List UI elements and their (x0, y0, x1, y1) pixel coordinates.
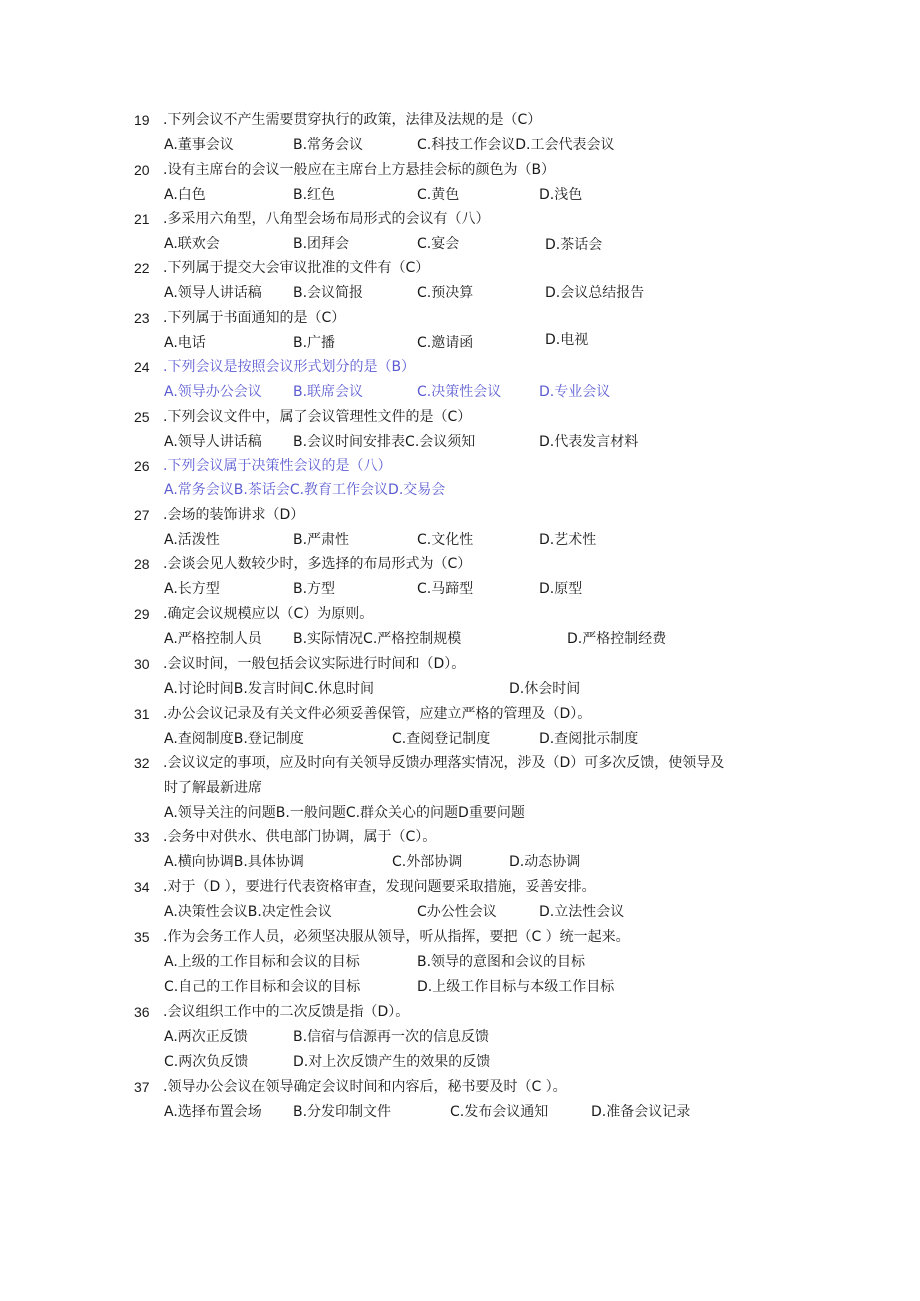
option-b: B.严肃性 (293, 532, 350, 548)
option-a: A.选择布置会场 (164, 1104, 262, 1120)
question-number: 22 (134, 260, 150, 276)
question-line (0, 108, 920, 132)
question-number: 32 (134, 755, 150, 771)
question-text: .会务中对供水、供电部门协调，属于（C）。 (163, 829, 437, 845)
option-c: C.科技工作会议D.工会代表会议 (417, 137, 615, 153)
question-line (0, 1075, 920, 1099)
option-b: B.红色 (293, 187, 336, 203)
question-number: 33 (134, 829, 150, 845)
question-number: 20 (134, 162, 150, 178)
option-c: C.外部协调 (392, 854, 463, 870)
question-number: 24 (134, 359, 150, 375)
option-d: D.对上次反馈产生的效果的反馈 (293, 1054, 491, 1070)
option-d: D.电视 (545, 332, 589, 348)
question-text: .确定会议规模应以（C）为原则。 (163, 606, 374, 622)
question-text: .下列会议文件中，属了会议管理性文件的是（C） (163, 409, 472, 425)
option-c: C.黄色 (417, 187, 460, 203)
question-number: 31 (134, 706, 150, 722)
question-number: 29 (134, 606, 150, 622)
question-line (0, 454, 920, 478)
option-a: A.长方型 (164, 581, 220, 597)
question-line (0, 158, 920, 182)
option-c: C.马蹄型 (417, 581, 474, 597)
question-line (0, 306, 920, 330)
option-b: B.常务会议 (293, 137, 364, 153)
question-line (0, 405, 920, 429)
question-line (0, 503, 920, 527)
option-d: D.严格控制经费 (567, 631, 667, 647)
question-text: .下列会议不产生需要贯穿执行的政策，法律及法规的是（C） (163, 112, 542, 128)
option-d: D.代表发言材料 (539, 434, 639, 450)
question-line (0, 702, 920, 726)
question-text: .多采用六角型，八角型会场布局形式的会议有（八） (163, 211, 490, 227)
question-text: .下列会议属于决策性会议的是（八） (163, 458, 392, 474)
option-a: A.讨论时间B.发言时间C.休息时间 (164, 681, 375, 697)
question-number: 21 (134, 211, 150, 227)
option-b: B.分发印制文件 (293, 1104, 392, 1120)
option-d: D.艺术性 (539, 532, 597, 548)
question-number: 19 (134, 112, 150, 128)
option-b: B.广播 (293, 335, 336, 351)
question-text: .下列属于提交大会审议批准的文件有（C） (163, 260, 430, 276)
option-b: B.会议简报 (293, 285, 364, 301)
option-c: C.邀请函 (417, 335, 474, 351)
question-text: .会议组织工作中的二次反馈是指（D）。 (163, 1004, 410, 1020)
question-text-continuation: 时了解最新进席 (164, 780, 262, 796)
question-line (0, 875, 920, 899)
option-a: A.领导人讲话稿 (164, 285, 262, 301)
question-text: .会议议定的事项，应及时向有关领导反馈办理落实情况，涉及（D）可多次反馈，使领导及 (163, 755, 725, 771)
option-d: D.会议总结报告 (545, 285, 645, 301)
question-text: .办公会议记录及有关文件必须妥善保管，应建立严格的管理及（D）。 (163, 706, 592, 722)
question-line (0, 652, 920, 676)
option-b: B.方型 (293, 581, 336, 597)
option-b: B.会议时间安排表C.会议须知 (293, 434, 476, 450)
option-a: A.上级的工作目标和会议的目标 (164, 954, 360, 970)
question-text: .会谈会见人数较少时，多选择的布局形式为（C） (163, 556, 472, 572)
option-c: C.决策性会议 (417, 384, 502, 400)
question-text: .领导办公会议在领导确定会议时间和内容后，秘书要及时（C ）。 (163, 1079, 567, 1095)
question-number: 23 (134, 310, 150, 326)
option-a: A.活泼性 (164, 532, 220, 548)
option-a: A.联欢会 (164, 236, 220, 252)
question-line (0, 751, 920, 775)
option-b: B.实际情况C.严格控制规模 (293, 631, 462, 647)
question-line (0, 925, 920, 949)
option-d: D.浅色 (539, 187, 583, 203)
option-a: A.电话 (164, 335, 206, 351)
option-a: A.领导人讲话稿 (164, 434, 262, 450)
option-d: D.动态协调 (509, 854, 581, 870)
question-text: .下列属于书面通知的是（C） (163, 310, 346, 326)
option-a: A.两次正反馈 (164, 1029, 248, 1045)
option-d: D.茶话会 (545, 237, 603, 253)
option-d: D.原型 (539, 581, 583, 597)
question-number: 36 (134, 1004, 150, 1020)
question-line (0, 1000, 920, 1024)
question-number: 28 (134, 556, 150, 572)
option-d: D.准备会议记录 (591, 1104, 691, 1120)
option-a: A.领导办公会议 (164, 384, 262, 400)
option-b: B.联席会议 (293, 384, 364, 400)
question-text: .会场的装饰讲求（D） (163, 507, 305, 523)
option-b: B.信宿与信源再一次的信息反馈 (293, 1029, 490, 1045)
question-text: .下列会议是按照会议形式划分的是（B） (163, 359, 416, 375)
option-c: C.两次负反馈 (164, 1054, 249, 1070)
option-a: A.领导关注的问题B.一般问题C.群众关心的问题D重要问题 (164, 805, 525, 821)
question-text: .作为会务工作人员，必须坚决服从领导，听从指挥，要把（C ）统一起来。 (163, 929, 630, 945)
question-number: 27 (134, 507, 150, 523)
option-d: D.专业会议 (539, 384, 611, 400)
option-c: C.宴会 (417, 236, 460, 252)
option-c: C.发布会议通知 (450, 1104, 549, 1120)
option-d: D.休会时间 (509, 681, 581, 697)
option-c: C.预决算 (417, 285, 474, 301)
option-c: C.文化性 (417, 532, 474, 548)
option-a: A.常务会议B.茶话会C.教育工作会议D.交易会 (164, 482, 446, 498)
option-a: A.白色 (164, 187, 206, 203)
question-text: .会议时间，一般包括会议实际进行时间和（D）。 (163, 656, 466, 672)
option-a: A.查阅制度B.登记制度 (164, 731, 304, 747)
question-line (0, 256, 920, 280)
option-d: D.立法性会议 (539, 904, 625, 920)
question-line (0, 552, 920, 576)
question-line (0, 355, 920, 379)
question-number: 34 (134, 879, 150, 895)
question-number: 30 (134, 656, 150, 672)
question-number: 35 (134, 929, 150, 945)
option-a: A.董事会议 (164, 137, 234, 153)
option-a: A.决策性会议B.决定性会议 (164, 904, 332, 920)
option-d: D.上级工作目标与本级工作目标 (417, 979, 615, 995)
question-number: 37 (134, 1079, 150, 1095)
option-b: B.团拜会 (293, 236, 350, 252)
option-d: D.查阅批示制度 (539, 731, 639, 747)
option-c: C.自己的工作目标和会议的目标 (164, 979, 361, 995)
option-a: A.横向协调B.具体协调 (164, 854, 304, 870)
question-text: .设有主席台的会议一般应在主席台上方悬挂会标的颜色为（B） (163, 162, 556, 178)
option-a: A.严格控制人员 (164, 631, 262, 647)
question-line (0, 207, 920, 231)
question-text: .对于（D ），要进行代表资格审查，发现问题要采取措施，妥善安排。 (163, 879, 596, 895)
question-number: 25 (134, 409, 150, 425)
question-number: 26 (134, 458, 150, 474)
option-b: B.领导的意图和会议的目标 (417, 954, 586, 970)
question-line (0, 602, 920, 626)
question-line (0, 825, 920, 849)
option-c: C办公性会议 (417, 904, 497, 920)
option-c: C.查阅登记制度 (392, 731, 491, 747)
